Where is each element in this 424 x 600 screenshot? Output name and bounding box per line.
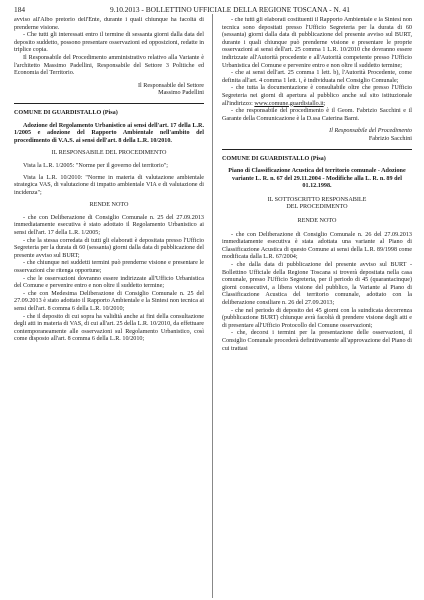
commune-heading: COMUNE DI GUARDISTALLO (Pisa) bbox=[222, 155, 326, 162]
list-item bbox=[222, 85, 412, 108]
paragraph: avviso all'Albo pretorio dell'Ente, durante i quali chiunque ha facoltà di prenderne visione. bbox=[14, 17, 204, 31]
notice-title: Adozione del Regolamento Urbanistico ai sensi dell'art. 17 della L.R. 1/2005 e adozione del Rapporto Ambientale nell'ambito del procedimento di V.A.S. ai sensi dell'art. 8 della L.R. 10/2010. bbox=[14, 122, 204, 144]
paragraph: - Che tutti gli interessati entro il termine di sessanta giorni dalla data del deposito suddetto, possono presentare osservazioni ed opposizioni, redatte in triplice copia. bbox=[14, 32, 204, 54]
signature-role: Il Responsabile del Procedimento bbox=[329, 128, 412, 135]
list-item: - che ai sensi dell'art. 25 comma 1 lett. b), l'Autorità Procedente, come definita all'art. 4 comma 1 lett. i, è individuata nel Consiglio Comunale; bbox=[222, 70, 412, 84]
rende-noto-heading: RENDE NOTO bbox=[89, 202, 129, 209]
signature-name: Massimo Padellini bbox=[158, 90, 204, 97]
list-item: - che nel periodo di deposito dei 45 giorni con la suindicata decorrenza (pubblicazione BURT) chiunque avrà facoltà di prendere visione degli atti e di presentare all'Ufficio Protocollo del Comune osservazioni; bbox=[222, 307, 412, 329]
list-item: - che tutti gli elaborati costituenti il Rapporto Ambientale e la Sintesi non tecnica sono depositati presso l'Ufficio Segreteria per la durata di 60 (sessanta) giorni dalla data di pubblicazione del presente avviso sul BURT, durante i quali chiunque può prenderne visione e presentare le proprie osservazioni ai sensi dell'art. 25 comma 1 L.R. 10/2010 che dovranno essere indirizzate all'Autorità procedente e all'Autorità competente presso l'Ufficio Urbanistica del Comune e pervenire entro e non oltre il suddetto termine; bbox=[222, 17, 412, 69]
notice-title: Piano di Classificazione Acustica del territorio comunale - Adozione variante L. R. n. 67 del 29.11.2004 - Modifiche alla L. R. n. 89 del 01.12.1998. bbox=[228, 168, 406, 190]
list-item: - che il deposito di cui sopra ha validità anche ai fini della consultazione degli atti in materia di VAS, di cui all'art. 25 della L.R. 10/2010, da effettuare contemporaneamente alle osservazioni sul Regolamento Urbanistico, così come disposto all'art. 8 comma 6 della L.R. 10/2010; bbox=[14, 313, 204, 343]
website-link[interactable]: www.comune.guardistallo.it bbox=[254, 100, 324, 107]
list-item: - che, decorsi i termini per la presentazione delle osservazioni, il Consiglio Comunale procederà definitivamente all'approvazione del Piano di cui trattasi bbox=[222, 330, 412, 352]
section-separator bbox=[14, 103, 204, 104]
list-item: - che dalla data di pubblicazione del presente avviso sul BURT - Bollettino Ufficiale della Regione Toscana si troverà depositata nella casa comunale, presso l'Ufficio Segreteria, per il periodo di 45 (quarantacinque) giorni consecutivi, a libera visione del pubblico, la Variante al Piano di Classificazione Acustica del territorio comunale, adottato con la deliberazione consiliare n. 26 del 27.09.2013; bbox=[222, 262, 412, 306]
list-item: - che con Medesima Deliberazione di Consiglio Comunale n. 25 del 27.09.2013 è stato adottato il Rapporto Ambientale e la Sintesi non tecnica ai sensi dell'art. 8 comma 6 della L.R. 10/2010; bbox=[14, 290, 204, 312]
section-separator bbox=[222, 149, 412, 150]
list-item-text: - che tutta la documentazione è consultabile oltre che presso l'Ufficio Segreteria nei giorni di apertura al pubblico anche sul sito istituzionale all'indirizzo: bbox=[222, 85, 412, 107]
paragraph: Il Responsabile del Procedimento amministrativo relativo alla Variante è l'architetto Massimo Padellini, Responsabile del Settore 3 Politiche ed Economia del Territorio. bbox=[14, 54, 204, 77]
right-column bbox=[222, 17, 412, 598]
paragraph: Vista la L.R. 10/2010: "Norme in materia di valutazione ambientale strategica VAS, di valutazione di impatto ambientale VIA e di valutazione di incidenza"; bbox=[14, 174, 204, 196]
list-item: - che la stessa corredata di tutti gli elaborati è depositata presso l'Ufficio Segreteria per la durata di 60 (sessanta) giorni dalla data di pubblicazione del presente avviso sul BURT; bbox=[14, 237, 204, 259]
signature-role: Il Responsabile del Settore bbox=[138, 82, 204, 89]
section-heading: IL SOTTOSCRITTO RESPONSABILE bbox=[267, 196, 367, 203]
list-item: - che con Deliberazione di Consiglio Comunale n. 26 del 27.09.2013 immediatamente esecutiva è stata adottata una variante al Piano di Classificazione Acustica di questo Comune ai sensi della L.R. 89/1998 come modificata dalla L.R. 67/2004; bbox=[222, 231, 412, 261]
list-item: - che le osservazioni dovranno essere indirizzate all'Ufficio Urbanistica del Comune e pervenire entro e non oltre il suddetto termine; bbox=[14, 275, 204, 290]
section-heading: DEL PROCEDIMENTO bbox=[286, 204, 348, 211]
commune-heading: COMUNE DI GUARDISTALLO (Pisa) bbox=[14, 109, 118, 116]
list-item: - che chiunque nei suddetti termini può prenderne visione e presentare le osservazioni che ritenga opportune; bbox=[14, 260, 204, 275]
page-number: 184 bbox=[14, 5, 26, 14]
bulletin-title: 9.10.2013 - BOLLETTINO UFFICIALE DELLA REGIONE TOSCANA - N. 41 bbox=[110, 5, 350, 14]
signature-name: Fabrizio Sacchini bbox=[368, 135, 412, 142]
list-item-text: ; bbox=[323, 100, 326, 107]
rende-noto-heading: RENDE NOTO bbox=[297, 218, 337, 225]
paragraph: Vista la L.R. 1/2005: "Norme per il governo del territorio"; bbox=[23, 162, 168, 169]
column-divider bbox=[212, 14, 213, 598]
list-item: - che responsabile del procedimento è il Geom. Fabrizio Sacchini e il Garante della Comunicazione è la D.ssa Caterina Barni. bbox=[222, 108, 412, 122]
left-column bbox=[14, 17, 204, 598]
section-heading: IL RESPONSABILE DEL PROCEDIMENTO bbox=[51, 150, 167, 157]
list-item: - che con Deliberazione di Consiglio Comunale n. 25 del 27.09.2013 immediatamente esecutiva è stato adottato il Regolamento Urbanistico ai sensi dell'art. 17 della L.R. 1/2005; bbox=[14, 214, 204, 237]
